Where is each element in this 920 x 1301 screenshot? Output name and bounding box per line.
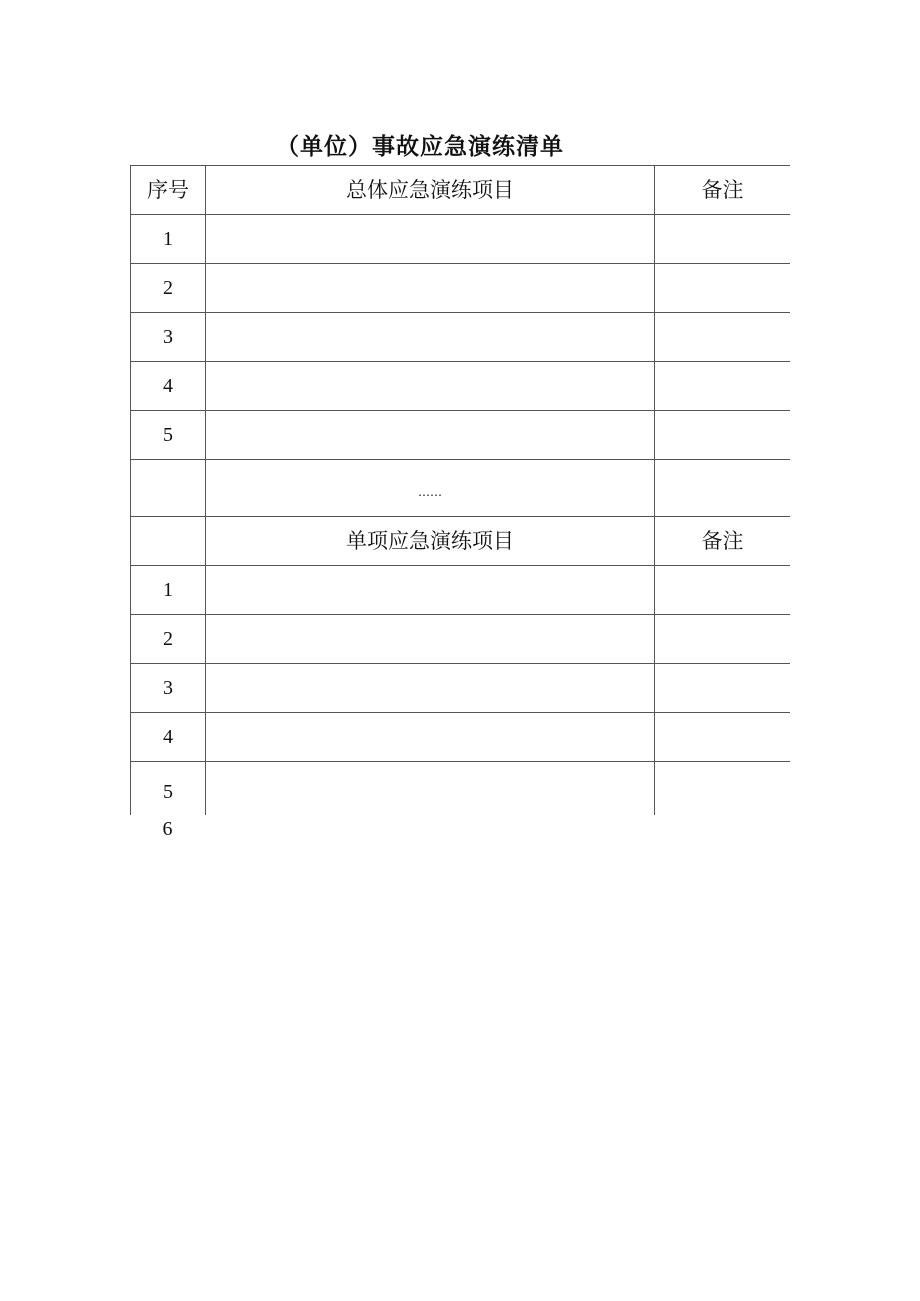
header-row-overall <box>131 166 791 215</box>
drill-item-cell <box>206 664 655 713</box>
ellipsis-row <box>131 460 791 517</box>
remark-cell <box>655 215 791 264</box>
row-index: 5 <box>131 762 206 816</box>
remark-cell <box>655 362 791 411</box>
drill-item-cell <box>206 215 655 264</box>
drill-item-cell <box>206 615 655 664</box>
drill-item-cell <box>206 362 655 411</box>
drill-item-cell <box>206 713 655 762</box>
drill-item-cell <box>206 566 655 615</box>
header-row-single <box>131 517 791 566</box>
document-title: （单位）事故应急演练清单 <box>276 134 564 160</box>
row-index: 5 <box>131 411 206 460</box>
header-remark: 备注 <box>655 517 791 566</box>
ellipsis-text: …… <box>206 460 655 517</box>
remark-cell <box>655 460 791 517</box>
row-index: 3 <box>131 664 206 713</box>
row-index: 2 <box>131 264 206 313</box>
row-index: 1 <box>131 566 206 615</box>
table-row <box>131 615 791 664</box>
table-row <box>131 411 791 460</box>
row-index <box>131 460 206 517</box>
row-index-overflow: 6 <box>162 818 173 840</box>
header-single-drill-item: 单项应急演练项目 <box>206 517 655 566</box>
table-row <box>131 664 791 713</box>
drill-list-table-container <box>130 165 790 815</box>
remark-cell <box>655 264 791 313</box>
row-index: 4 <box>131 713 206 762</box>
table-row <box>131 215 791 264</box>
drill-item-cell <box>206 264 655 313</box>
remark-cell <box>655 566 791 615</box>
row-index: 1 <box>131 215 206 264</box>
drill-item-cell <box>206 313 655 362</box>
drill-list-table <box>130 165 790 815</box>
header-index: 序号 <box>131 166 206 215</box>
remark-cell <box>655 615 791 664</box>
remark-cell <box>655 411 791 460</box>
row-index: 2 <box>131 615 206 664</box>
table-row <box>131 762 791 816</box>
row-index: 3 <box>131 313 206 362</box>
remark-cell <box>655 713 791 762</box>
drill-item-cell <box>206 411 655 460</box>
header-remark: 备注 <box>655 166 791 215</box>
header-index-blank <box>131 517 206 566</box>
remark-cell <box>655 313 791 362</box>
table-row <box>131 313 791 362</box>
table-row <box>131 566 791 615</box>
drill-item-cell <box>206 762 655 816</box>
header-overall-drill-item: 总体应急演练项目 <box>206 166 655 215</box>
table-row <box>131 264 791 313</box>
table-row <box>131 362 791 411</box>
remark-cell <box>655 664 791 713</box>
table-row <box>131 713 791 762</box>
remark-cell <box>655 762 791 816</box>
row-index: 4 <box>131 362 206 411</box>
